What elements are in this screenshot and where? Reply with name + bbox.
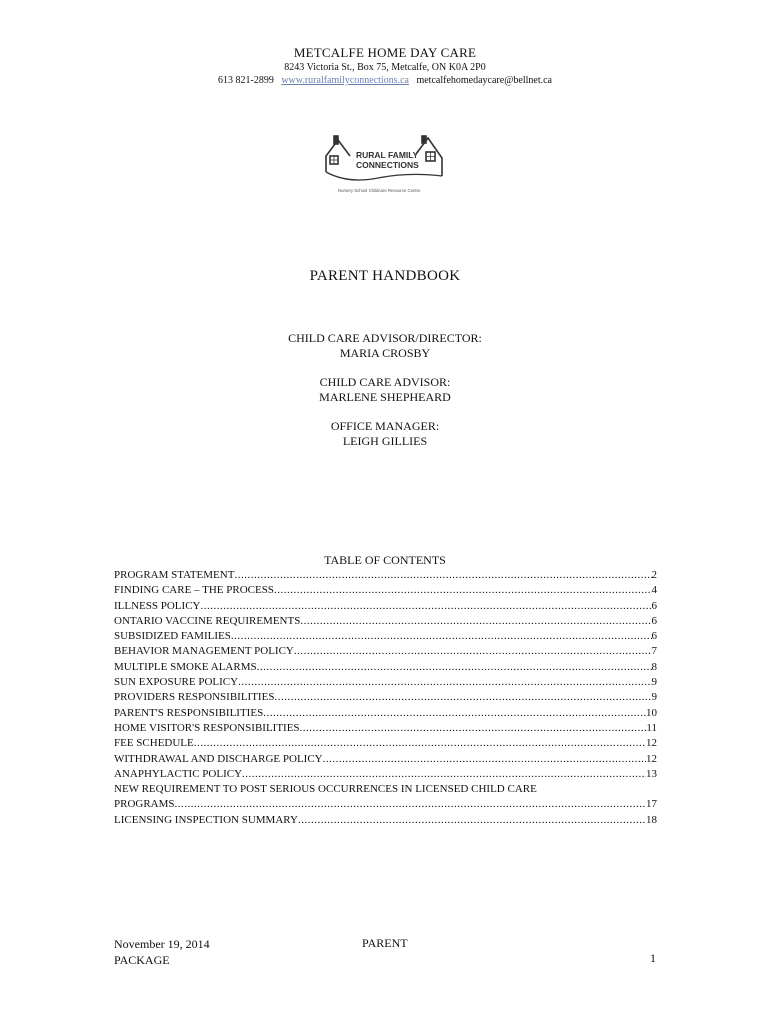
toc-entry[interactable] — [114, 629, 657, 644]
leader-dots — [175, 797, 646, 812]
email-address: metcalfehomedaycare@bellnet.ca — [416, 75, 552, 86]
leader-dots — [300, 721, 647, 736]
toc-entry[interactable] — [114, 583, 657, 598]
rural-family-connections-logo — [318, 132, 448, 196]
toc-entry[interactable] — [114, 690, 657, 705]
toc-entry-label: WITHDRAWAL AND DISCHARGE POLICY — [114, 752, 323, 765]
leader-dots — [323, 752, 646, 767]
leader-dots — [298, 813, 646, 828]
toc-entry-page: 9 — [651, 691, 657, 704]
toc-entry-page: 8 — [651, 660, 657, 673]
logo-text-line2: CONNECTIONS — [356, 160, 419, 170]
toc-entry[interactable] — [114, 614, 657, 629]
footer-left — [114, 936, 210, 968]
toc-entry-page: 6 — [651, 599, 657, 612]
staff-director — [0, 331, 770, 361]
contact-line — [0, 74, 770, 87]
toc-entry-page: 4 — [651, 584, 657, 597]
staff-name: LEIGH GILLIES — [342, 434, 428, 448]
leader-dots — [257, 660, 652, 675]
staff-office-manager — [0, 419, 770, 449]
toc-entry[interactable] — [114, 721, 657, 736]
toc-entry-label: SUN EXPOSURE POLICY — [114, 676, 239, 689]
leader-dots — [242, 767, 646, 782]
toc-entry-page: 13 — [646, 767, 657, 780]
toc-entry[interactable] — [114, 675, 657, 690]
staff-role: OFFICE MANAGER: — [330, 419, 440, 433]
toc-entry-label: PROGRAM STATEMENT — [114, 569, 235, 581]
toc-heading: TABLE OF CONTENTS — [324, 553, 446, 567]
toc-entry-page: 2 — [651, 569, 657, 581]
toc-entry-label: ONTARIO VACCINE REQUIREMENTS — [114, 614, 301, 627]
staff-role: CHILD CARE ADVISOR: — [319, 375, 451, 389]
toc-entry-label: ILLNESS POLICY — [114, 599, 201, 612]
leader-dots — [300, 614, 651, 629]
toc-entry-page: 7 — [651, 645, 657, 658]
leader-dots — [231, 629, 652, 644]
letterhead — [0, 45, 770, 87]
table-of-contents — [114, 568, 657, 828]
website-link[interactable]: www.ruralfamilyconnections.ca — [281, 75, 409, 86]
toc-entry[interactable] — [114, 660, 657, 675]
footer-center: PARENT — [362, 936, 408, 950]
toc-entry-label: BEHAVIOR MANAGEMENT POLICY — [114, 645, 294, 658]
toc-entry[interactable] — [114, 767, 657, 782]
toc-entry[interactable] — [114, 736, 657, 751]
toc-entry-page: 12 — [646, 752, 657, 765]
phone-number: 613 821-2899 — [217, 75, 274, 86]
toc-entry-label: PARENT'S RESPONSIBILITIES — [114, 706, 264, 719]
toc-entry-label-line1[interactable]: NEW REQUIREMENT TO POST SERIOUS OCCURRENCES IN LICENSED CHILD CARE — [114, 783, 537, 796]
organization-name: METCALFE HOME DAY CARE — [293, 45, 477, 60]
page-number: 1 — [650, 951, 656, 965]
toc-entry[interactable] — [114, 813, 657, 828]
toc-entry[interactable] — [114, 644, 657, 659]
toc-entry[interactable] — [114, 797, 657, 812]
toc-entry-page: 6 — [651, 630, 657, 643]
toc-entry[interactable] — [114, 568, 657, 583]
toc-entry-label: LICENSING INSPECTION SUMMARY — [114, 813, 298, 826]
toc-entry-page: 18 — [646, 813, 657, 826]
toc-entry[interactable] — [114, 599, 657, 614]
toc-entry-page: 6 — [651, 614, 657, 627]
toc-entry-label: SUBSIDIZED FAMILIES — [114, 630, 231, 643]
toc-entry-label: PROVIDERS RESPONSIBILITIES — [114, 691, 275, 704]
toc-entry-page: 11 — [646, 721, 657, 734]
staff-advisor — [0, 375, 770, 405]
toc-entry[interactable] — [114, 752, 657, 767]
leader-dots — [294, 644, 652, 659]
address-line: 8243 Victoria St., Box 75, Metcalfe, ON K0A 2P0 — [284, 62, 486, 73]
toc-entry-label: ANAPHYLACTIC POLICY — [114, 767, 243, 780]
toc-entry-page: 10 — [646, 706, 657, 719]
staff-role: CHILD CARE ADVISOR/DIRECTOR: — [288, 331, 482, 345]
leader-dots — [238, 675, 651, 690]
leader-dots — [234, 568, 651, 583]
toc-entry[interactable] — [114, 706, 657, 721]
toc-entry-label: HOME VISITOR'S RESPONSIBILITIES — [114, 721, 300, 734]
toc-entry-page: 9 — [651, 676, 657, 689]
leader-dots — [194, 736, 646, 751]
toc-entry-label: MULTIPLE SMOKE ALARMS — [114, 660, 257, 673]
leader-dots — [274, 583, 652, 598]
leader-dots — [200, 599, 651, 614]
logo-text-line1: RURAL FAMILY — [356, 150, 419, 160]
staff-name: MARLENE SHEPHEARD — [319, 390, 451, 404]
toc-entry-label: FEE SCHEDULE — [114, 737, 194, 750]
logo-tagline: Nursery School Childcare Resource Centre — [338, 188, 421, 193]
leader-dots — [274, 690, 651, 705]
document-title: PARENT HANDBOOK — [309, 268, 461, 284]
leader-dots — [263, 706, 646, 721]
toc-entry-label: FINDING CARE – THE PROCESS — [114, 584, 274, 597]
footer-date: November 19, 2014 — [114, 937, 210, 951]
footer-package: PACKAGE — [114, 953, 170, 967]
toc-entry-page: 17 — [646, 798, 657, 811]
toc-entry-page: 12 — [646, 737, 657, 750]
toc-entry-label: PROGRAMS — [114, 798, 175, 811]
staff-name: MARIA CROSBY — [339, 346, 431, 360]
